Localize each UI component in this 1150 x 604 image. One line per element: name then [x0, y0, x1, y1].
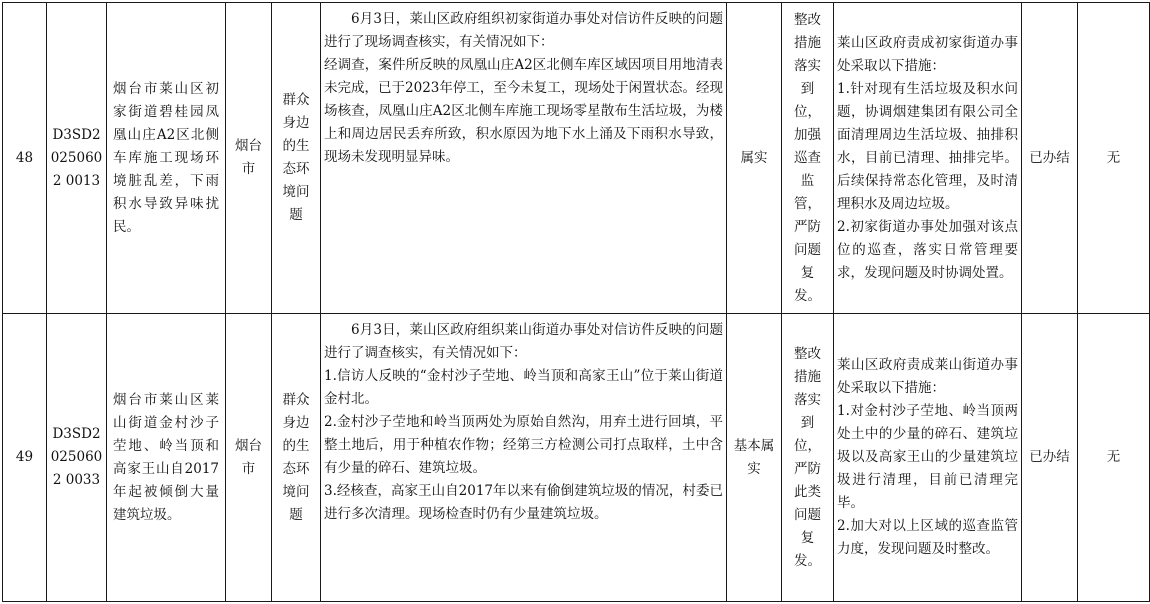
- table-row: [3, 314, 1150, 602]
- category-cell: 群众身边的生态环境问题: [272, 314, 321, 602]
- survey-result-cell: [321, 314, 727, 602]
- status-cell: 已办结: [1022, 3, 1078, 314]
- verdict-cell: 属实: [727, 3, 782, 314]
- rectification-cell: 整改措施落实到位，加强巡查监管，严防问题复发。: [782, 3, 834, 314]
- case-code-cell: D3SD20250602 0013: [47, 3, 107, 314]
- case-code-cell: D3SD20250602 0033: [47, 314, 107, 602]
- survey-intro: 6月3日，莱山区政府组织莱山街道办事处对信访件反映的问题进行了调查核实，有关情况如下：: [324, 322, 723, 361]
- complaint-content-cell: 烟台市莱山区初家街道碧桂园凤凰山庄A2区北侧车库施工现场环境脏乱差，下雨积水导致异味扰民。: [107, 3, 226, 314]
- city-cell: 烟台市: [226, 314, 272, 602]
- row-number-cell: 49: [3, 314, 47, 602]
- table-row: [3, 3, 1150, 314]
- verdict-cell: 基本属实: [727, 314, 782, 602]
- rectification-cell: 整改措施落实到位，严防此类问题复发。: [782, 314, 834, 602]
- accountability-cell: 无: [1078, 3, 1150, 314]
- complaint-content-cell: 烟台市莱山区莱山街道金村沙子茔地、岭当顶和高家王山自2017年起被倾倒大量建筑垃圾。: [107, 314, 226, 602]
- survey-body: 经调查，案件所反映的凤凰山庄A2区北侧车库区域因项目用地清表未完成，已于2023年停工，至今未复工，现场处于闲置状态。经现场核查，凤凰山庄A2区北侧车库施工现场零星散布生活垃圾，为楼上和周边居民丢弃所致，积水原因为地下水上涌及下雨积水导致，现场未发现明显异味。: [324, 57, 723, 165]
- row-number-cell: 48: [3, 3, 47, 314]
- survey-body: 1.信访人反映的“金村沙子茔地、岭当顶和高家王山”位于莱山街道金村北。 2.金村沙子茔地和岭当顶两处为原始自然沟，用弃土进行回填，平整土地后，用于种植农作物；经第三方检测公司打点取样，土中含有少量的碎石、建筑垃圾。 3.经核查，高家王山自2017年以来有偷倒建筑垃圾的情况，村委已进行多次清理。现场检查时仍有少量建筑垃圾。: [324, 368, 723, 522]
- measures-cell: 莱山区政府责成莱山街道办事处采取以下措施： 1.对金村沙子茔地、岭当顶两处土中的少量的碎石、建筑垃圾以及高家王山的少量建筑垃圾进行清理，目前已清理完毕。 2.加大对以上区域的巡查监管力度，发现问题及时整改。: [834, 314, 1022, 602]
- city-cell: 烟台市: [226, 3, 272, 314]
- measures-cell: 莱山区政府责成初家街道办事处采取以下措施： 1.针对现有生活垃圾及积水问题，协调烟建集团有限公司全面清理周边生活垃圾、抽排积水，目前已清理、抽排完毕。后续保持常态化管理，及时清理积水及周边垃圾。 2.初家街道办事处加强对该点位的巡查，落实日常管理要求，发现问题及时协调处置。: [834, 3, 1022, 314]
- status-cell: 已办结: [1022, 314, 1078, 602]
- accountability-cell: 无: [1078, 314, 1150, 602]
- survey-result-cell: [321, 3, 727, 314]
- category-cell: 群众身边的生态环境问题: [272, 3, 321, 314]
- survey-intro: 6月3日，莱山区政府组织初家街道办事处对信访件反映的问题进行了现场调查核实，有关情况如下：: [324, 11, 723, 50]
- petition-table: [2, 2, 1150, 602]
